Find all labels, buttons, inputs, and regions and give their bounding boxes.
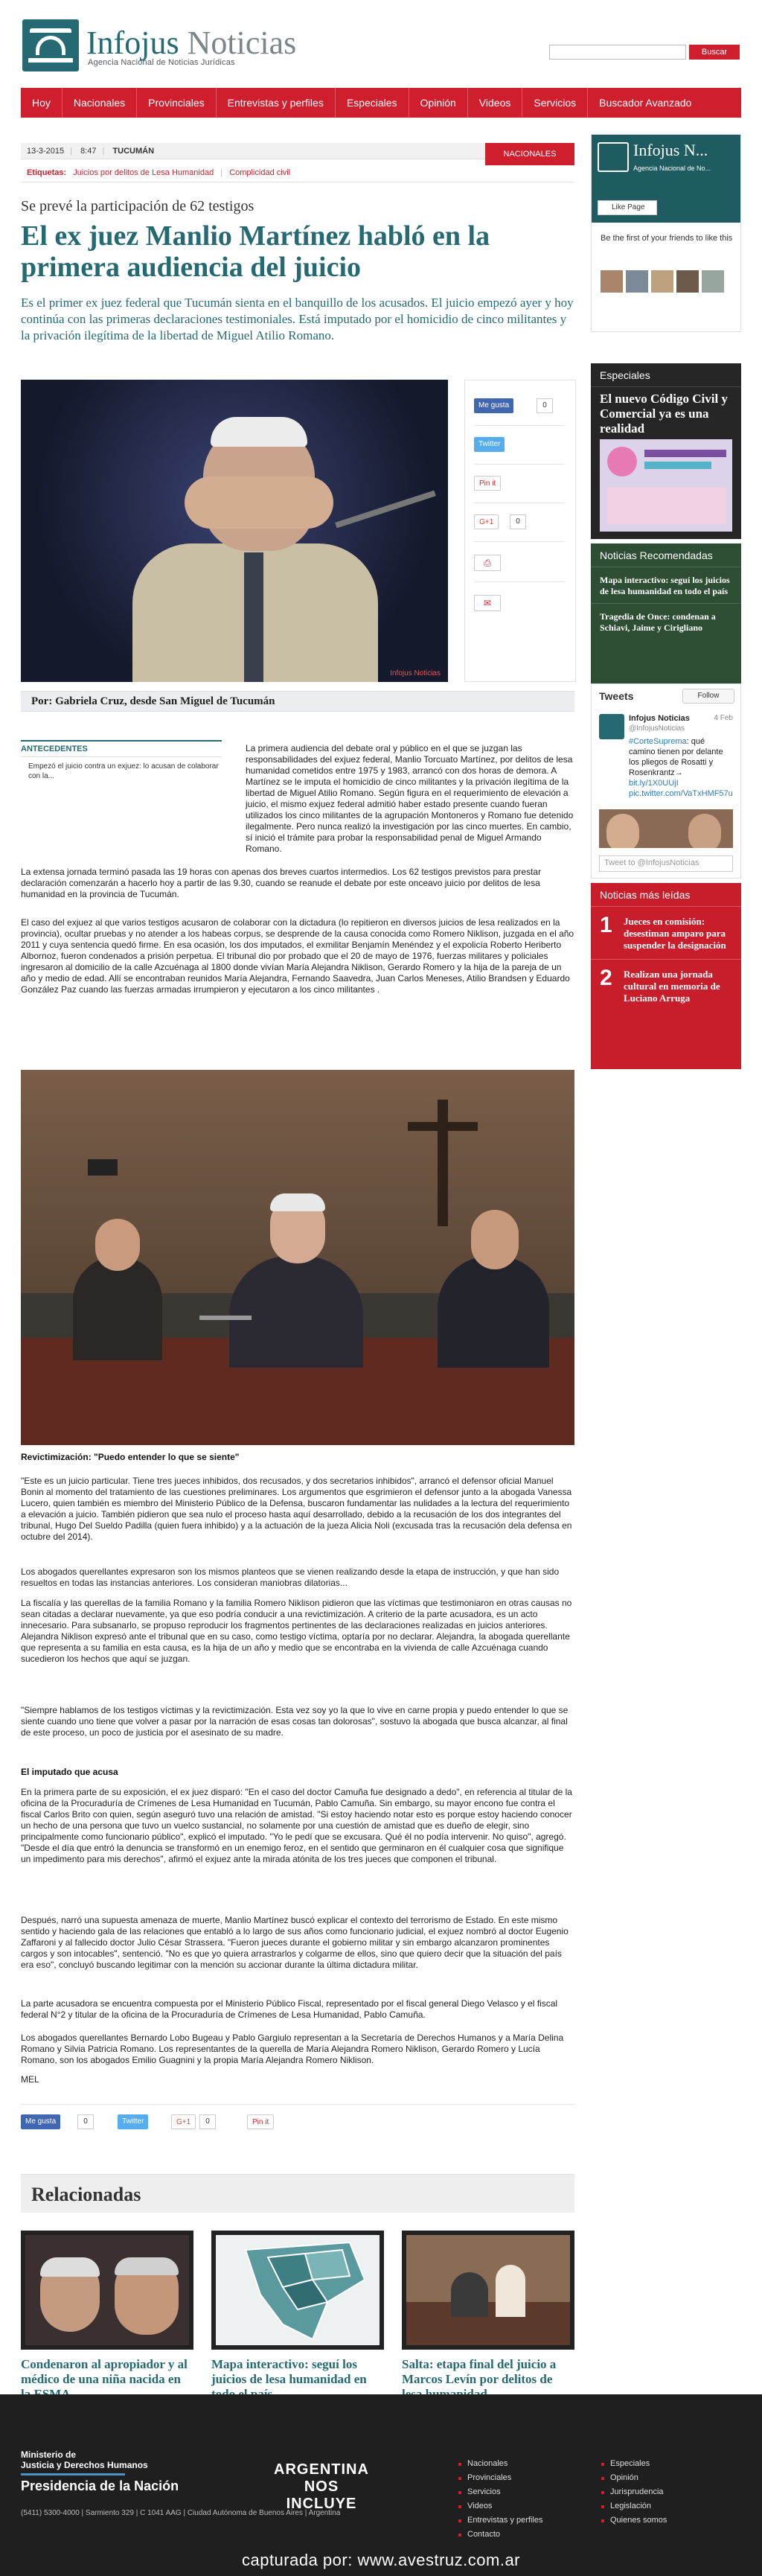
footer-link[interactable]: Nacionales (457, 2457, 569, 2471)
twitter-button[interactable]: Twitter (474, 437, 505, 452)
facebook-like-button[interactable]: Me gusta (21, 2114, 60, 2129)
fb-page-name[interactable]: Infojus N... (633, 141, 708, 159)
related-headline[interactable]: Salta: etapa final del juicio a Marcos Levín por delitos de (402, 2357, 557, 2386)
article-paragraph: El caso del exjuez al que varios testigos acusaron de colaborar con la dictadura (lo repitieron en diversos juicios de lesa realizados en la provincia), ocultar pruebas y no atender a los habeas corpus, se desprende de la causa conocida como Romero Niklison, juzgada en el año 2011 y cuya sentencia quedó firme. En esa ocasión, los dos imputados, el exmilitar Benjamín Menéndez y el expolicía Roberto Heriberto Albornoz, fueron condenados a prisión perpetua. El tribunal dio por probado que el 20 de mayo de 1976, fuerzas militares y policiales ingresaron al domicilio de la calle Azcuénaga al 1800 donde vivían María Alejandra Niklison, Gerardo Romero y la hija de la pareja de un año y medio de edad. Allí se encontraban reunidos María Alejandra, Fernando Saavedra, Juan Carlos Meneses, Atilio Brandsen y Eduardo González Paz cuando las fuerzas armadas irrumpieron y ejecutaron a los cinco militantes . (21, 917, 574, 995)
tag-link[interactable]: Juicios por delitos de Lesa Humanidad (73, 168, 214, 177)
photo-credit: Infojus Noticias (390, 669, 441, 678)
footer-link[interactable]: Especiales (600, 2457, 711, 2471)
site-logo-subtitle: Agencia Nacional de Noticias Jurídicas (88, 58, 235, 67)
article-paragraph: "Siempre hablamos de los testigos víctimas y la revictimización. Esta vez soy yo la que lo vive en carne propia y puedo entender lo que se siente cuando uno tiene que volver a pasar por la narración de esas cosas tan dolorosas", sostuvo la abogada que busca alcanzar, al final de este proceso, un poco de justicia por el asesinato de su madre. (21, 1705, 569, 1738)
related-header (21, 2174, 574, 2213)
footer-links-col1 (457, 2457, 569, 2542)
pinterest-button[interactable]: Pin it (474, 476, 501, 491)
tweet-author[interactable]: Infojus Noticias (629, 714, 690, 723)
article-byline: Por: Gabriela Cruz, desde San Miguel de Tucumán (21, 691, 574, 712)
footer-link[interactable]: Servicios (457, 2485, 569, 2499)
related-thumbnail[interactable] (211, 2231, 384, 2350)
fb-page-subname: Agencia Nacional de No... (633, 165, 711, 172)
fb-friend-avatar[interactable] (601, 270, 623, 293)
nav-item-entrevistas[interactable]: Entrevistas y perfiles (217, 88, 336, 118)
fb-friend-avatar[interactable] (676, 270, 699, 293)
article-headline: El ex juez Manlio Martínez habló en la primera audiencia del juicio (21, 220, 490, 283)
facebook-like-button[interactable]: Me gusta (474, 398, 513, 413)
recomendadas-title: Noticias Recomendadas (591, 543, 741, 567)
related-card[interactable] (211, 2231, 384, 2402)
article-paragraph: "Este es un juicio particular. Tiene tres jueces inhibidos, dos recusados, y dos secretarios inhibidos", arrancó el defensor oficial Manuel Bonin al momento del tratamiento de las cuestiones preliminares. Los argumentos que esgrimieron el defensor junto a la abogada Vanessa Lucero, quien también es miembro del Ministerio Público de la Defensa, buscaron fundamentar las nulidades a la lectura del requerimiento a elevación a juicio. También pidieron que sea nulo el proceso hasta aquí desarrollado, debido a la recusación de los dos integrantes del tribunal, Hugo Del Sueldo Padilla (quien fuera inhibido) y a la actuación de la jueza Alicia Noli (excusada tras la recusación delа defensa en octubre del 2014). (21, 1476, 572, 1542)
article-tags: Etiquetas: Juicios por delitos de Lesa Humanidad | Complicidad civil (21, 168, 574, 182)
gplus-count: 0 (199, 2114, 216, 2129)
photo-caption: Revictimización: "Puedo entender lo que se siente" (21, 1452, 240, 1462)
fb-friend-avatar[interactable] (702, 270, 724, 293)
infojus-logo-icon (598, 142, 629, 172)
related-thumbnail[interactable] (402, 2231, 574, 2350)
especiales-box (591, 363, 741, 539)
footer-link[interactable]: Opinión (600, 2471, 711, 2485)
twitter-avatar[interactable] (599, 714, 624, 739)
fb-friend-avatar[interactable] (651, 270, 673, 293)
fb-friend-avatar[interactable] (626, 270, 648, 293)
article-paragraph: En la primera parte de su exposición, el ex juez disparó: "En el caso del doctor Camuña fue designado a dedo", en referencia al titular de la oficina de la Procuraduría de Crímenes de Lesa Humanidad en Tucumán, Pablo Camuña. Sin embargo, su mayor encono fue contra el fiscal Carlos Brito con quien, según aseguró tuvo una relación de amistad. "Si estoy haciendo notar esto es porque estoy haciendo conocer un hecho de una persona que tuvo un vuelco sustancial, no solamente por una cuestión de amistad que es dueño de elegir, sino principalmente como funcionario público", explicó el imputado. "Yo le pedí que se excusara. Qué él no podía intervenir. No quiso", agregó. "Desde el día que entró la denuncia se transformó en un enemigo feroz, en el sentido que germinaron en él cualquier cosa que signifique un impedimento para mis derechos", afirmó el exjuez ante la mirada atónita de los tres jueces que componen el tribunal. (21, 1787, 572, 1864)
related-title: Relacionadas (31, 2184, 141, 2205)
footer-link[interactable]: Videos (457, 2499, 569, 2513)
tweet-image[interactable] (599, 809, 733, 848)
related-headline[interactable]: Condenaron al apropiador y al médico de una niña nacida en (21, 2357, 188, 2386)
facebook-like-count: 0 (77, 2114, 94, 2129)
main-nav (21, 88, 741, 118)
gplus-button[interactable]: G+1 (171, 2114, 196, 2129)
print-icon[interactable]: ⎙ (474, 555, 501, 571)
related-thumbnail[interactable] (21, 2231, 193, 2350)
twitter-widget (591, 683, 741, 879)
section-badge[interactable]: NACIONALES (485, 143, 574, 165)
nav-item-opinion[interactable]: Opinión (409, 88, 468, 118)
article-kicker: Se prevé la participación de 62 testigos (21, 198, 254, 214)
article-date: 13-3-2015 (27, 147, 65, 156)
nav-item-especiales[interactable]: Especiales (336, 88, 409, 118)
especiales-item[interactable]: El nuevo Código Civil y Comercial ya es una realidad (600, 392, 728, 436)
site-header (0, 0, 762, 88)
mail-icon[interactable]: ✉ (474, 595, 501, 611)
article-subheading: El imputado que acusa (21, 1767, 118, 1777)
nav-item-servicios[interactable]: Servicios (522, 88, 588, 118)
twitter-button[interactable]: Twitter (118, 2114, 148, 2129)
nav-item-buscador-avanzado[interactable]: Buscador Avanzado (599, 97, 692, 109)
facebook-page-widget (591, 134, 741, 332)
article-paragraph: La primera audiencia del debate oral y público en el que se juzgan las responsabilidades del exjuez federal, Manlio Torcuato Martínez, por delitos de lesa humanidad cometidos entre 1975 y 1983, arrancó con dos horas de demora. A Martínez se le imputa el homicidio de cinco militantes y la privación ilegítima de la libertad de Miguel Atilio Romano. Según figura en el requerimiento de elevación a juicio, el mismo exjuez federal admitió haber estado presente cuando fueran utilizados los cinco militantes de la agrupación Montoneros y Romano fue detenido ilegalmente. Pero nunca realizó la investigación por las cinco muertes. En cambio, sí inició el trámite para probar la responsabilidad penal de Miguel Armando Romano. (246, 743, 574, 854)
tag-link[interactable]: Complicidad civil (229, 168, 291, 177)
tweet-date: 4 Feb (714, 714, 733, 722)
article-paragraph: Los abogados querellantes Bernardo Lobo Bugeau y Pablo Gargiulo representan a la Secretaría de Derechos Humanos y a María Delina Romano y Silvia Patricia Romano. Los representantes de la querella de María Alejandra Romero Niklison, Gerardo Romero y Lucía Romano, son los abogados Emilio Guagnini y la propia María Alejandra Romero Niklison. (21, 2033, 564, 2065)
nav-item-provinciales[interactable]: Provinciales (137, 88, 216, 118)
article-place: TUCUMÁN (112, 147, 155, 156)
fb-like-page-button[interactable]: Like Page (598, 200, 657, 215)
gplus-count: 0 (510, 514, 526, 529)
article-lede: Es el primer ex juez federal que Tucumán sienta en el banquillo de los acusados. El juicio empezó ayer y hoy continúa con las primeras declaraciones testimoniales. Está imputado por el homicidio de cinco militantes y la privación ilegítima de la libertad de Miguel Atilio Romano. (21, 296, 574, 342)
argentina-logo[interactable]: ARGENTINA NOS INCLUYE (274, 2461, 369, 2512)
mas-leida-item[interactable]: 1 Jueces en comisión: desestiman amparo para suspender la designación (591, 907, 741, 960)
recomendadas-box (591, 543, 741, 686)
pinterest-button[interactable]: Pin it (247, 2114, 274, 2129)
article-signature: MEL (21, 2074, 39, 2085)
recomendada-item[interactable]: Mapa interactivo: seguí los juicios de lesa humanidad en todo el país (591, 567, 741, 604)
gplus-button[interactable]: G+1 (474, 514, 499, 529)
related-card[interactable] (402, 2231, 574, 2402)
footer-links-col2 (600, 2457, 711, 2528)
footer-link[interactable]: Provinciales (457, 2471, 569, 2485)
capture-watermark: capturada por: www.avestruz.com.ar (241, 2551, 521, 2569)
article-paragraph: Después, narró una supuesta amenaza de muerte, Manlio Martínez buscó explicar el contexto del terrorismo de Estado. En este mismo sentido y haciendo gala de las relaciones que entabló a lo largo de sus años como funcionario judicial, el exjuez nombró al doctor Eugenio Zaffaroni y al fallecido doctor Julio César Strassera. "Fueron jueces durante el gobierno militar y sin embargo alcanzaron prominentes cargos y son intocables", sentenció. "No es que yo quiera arrastrarlos y colgarme de ellos, sino que quiero decir que la situación del país era eso", concluyó buscando legitimar con la mención su accionar durante la última dictadura militar. (21, 1915, 569, 1970)
nav-item-videos[interactable]: Videos (468, 88, 523, 118)
mas-leidas-box (591, 883, 741, 1069)
related-headline[interactable]: Mapa interactivo: seguí los juicios de lesa humanidad en (211, 2357, 367, 2386)
especiales-image[interactable] (600, 439, 732, 532)
mas-leida-item[interactable]: 2 Realizan una jornada cultural en memoria de Luciano Arruga (600, 966, 720, 1004)
footer-link[interactable]: Contacto (457, 2528, 569, 2542)
article-paragraph: La parte acusadora se encuentra compuesta por el Ministerio Público Fiscal, representado por el fiscal general Diego Velasco y el fiscal federal N°2 y titular de la oficina de la Procuraduría de Crímenes de Lesa Humanidad, Pablo Camuña. (21, 1998, 558, 2020)
article-meta-bar: 13-3-2015 | 8:47 | TUCUMÁN (21, 143, 574, 159)
search-input[interactable] (549, 45, 686, 60)
article-main-photo (21, 380, 448, 682)
related-card[interactable] (21, 2231, 193, 2402)
nav-item-hoy[interactable]: Hoy (21, 88, 63, 118)
footer-link[interactable]: Entrevistas y perfiles (457, 2513, 569, 2528)
search-button[interactable]: Buscar (689, 45, 740, 60)
footer-link[interactable]: Legislación (600, 2499, 711, 2513)
antecedentes-item[interactable]: Empezó el juicio contra un exjuez: lo acusan de colaborar con la... (28, 762, 219, 780)
article-paragraph: La extensa jornada terminó pasada las 19 horas con apenas dos breves cuartos intermedios. Los 62 testigos previstos para prestar declaración comenzarán a hacerlo hoy a partir de las 9.30, cuando se reanude el debate por este onceavo juicio por delitos de lesa humanidad en la provincia de Tucumán. (21, 867, 542, 899)
facebook-like-count: 0 (537, 398, 553, 413)
footer-address: (5411) 5300-4000 | Sarmiento 329 | C 1041 AAG | Ciudad Autónoma de Buenos Aires | Argentina (21, 2509, 341, 2517)
antecedentes-box (21, 740, 222, 781)
footer-link[interactable]: Jurisprudencia (600, 2485, 711, 2499)
footer-link[interactable]: Quienes somos (600, 2513, 711, 2528)
infojus-logo-icon[interactable] (22, 19, 79, 71)
twitter-follow-button[interactable]: Follow (682, 689, 734, 704)
share-column (464, 380, 576, 682)
recomendada-item[interactable]: Tragedia de Once: condenan a Schiavi, Jaime y Cirigliano (600, 611, 716, 633)
fb-friends-text: Be the first of your friends to like this (601, 234, 733, 243)
article-paragraph: Los abogados querellantes expresaron son los mismos planteos que se vienen realizando desde la etapa de instrucción, y que han sido resueltos en todas las instancias anteriores. Los consideran maniobras dilatorias... (21, 1566, 560, 1588)
especiales-title: Especiales (591, 363, 741, 387)
tweets-title: Tweets (599, 690, 634, 702)
article-courtroom-photo (21, 1070, 574, 1445)
article-time: 8:47 (80, 147, 97, 156)
site-logo-text[interactable]: Infojus Noticias (86, 25, 297, 61)
tweet-compose-input[interactable]: Tweet to @InfojusNoticias (599, 855, 733, 872)
tags-label: Etiquetas: (27, 168, 67, 177)
article-paragraph: La fiscalía y las querellas de la familia Romano y la familia Romero Niklison pidieron que las víctimas que testimoniaron en otras causas no sean citadas a declarar nuevamente, ya que eso podría conducir a una revictimización. A criterio de la parte acusadora, es un acto innecesario. Para subsanarlo, se propuso reproducir los fragmentos pertinentes de las declaraciones realizadas en juicios anteriores. Alejandra Niklison expresó ante el tribunal que en su caso, como testigo víctima, optaría por no declarar. Alejandra, la abogada querellante que representa a su familia en esta causa, es la hija de un año y medio que se encontraba en la vivienda de calle Azcuénaga cuando sucedieron los hechos que aquí se juzgan. (21, 1598, 572, 1664)
ministry-logo[interactable]: Ministerio de Justicia y Derechos Humanos Presidencia de la Nación (21, 2449, 179, 2493)
nav-item-nacionales[interactable]: Nacionales (63, 88, 137, 118)
tweet-text: #CorteSuprema: qué camino tienen por delante los pliegos de Rosatti y Rosenkrantz→ bit.ly/1X0UUjI pic.twitter.com/VaTxHMF57u (629, 737, 733, 798)
tweet-handle[interactable]: @InfojusNoticias (629, 724, 685, 733)
antecedentes-title: ANTECEDENTES (21, 742, 222, 757)
mas-leidas-title: Noticias más leídas (591, 883, 741, 907)
